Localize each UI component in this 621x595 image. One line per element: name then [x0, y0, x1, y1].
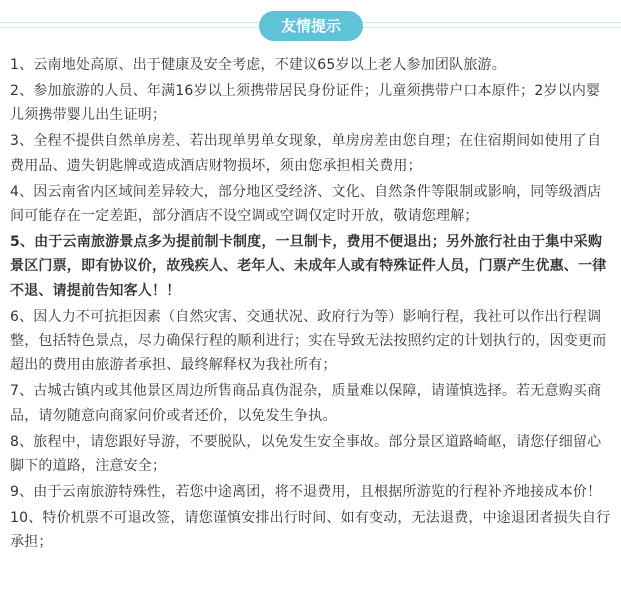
- notice-item-6: 6、因人力不可抗拒因素（自然灾害、交通状况、政府行为等）影响行程，我社可以作出行程调整，包括特色景点，尽力确保行程的顺利进行；实在导致无法按照约定的计划执行的，因变更而超出的费用由旅游者承担、最终解释权为我社所有；: [10, 308, 607, 374]
- notice-item-5: 5、由于云南旅游景点多为提前制卡制度，一旦制卡，费用不便退出；另外旅行社由于集中采购景区门票，即有协议价，故残疾人、老年人、未成年人或有特殊证件人员，门票产生优惠、一律不退、请提前告知客人！！: [10, 233, 607, 299]
- notice-item-9: 9、由于云南旅游特殊性，若您中途离团，将不退费用，且根据所游览的行程补齐地接成本价！: [10, 483, 602, 500]
- notice-header: [0, 0, 621, 52]
- notice-item-7: 7、古城古镇内或其他景区周边所售商品真伪混杂，质量难以保障，请谨慎选择。若无意购买商品，请勿随意向商家问价或者还价，以免发生争执。: [10, 383, 602, 424]
- notice-item-10: 10、特价机票不可退改签，请您谨慎安排出行时间、如有变动，无法退费，中途退团者损失自行承担；: [10, 509, 611, 551]
- notice-list: [10, 53, 613, 556]
- notice-item-3: 3、全程不提供自然单房差、若出现单男单女现象，单房房差由您自理；在住宿期间如使用了自费用品、遗失钥匙牌或造成酒店财物损坏，须由您承担相关费用；: [10, 133, 602, 174]
- sparkle-icon: ✦: [262, 11, 271, 22]
- notice-item-1: 1、云南地处高原、出于健康及安全考虑，不建议65岁以上老人参加团队旅游。: [10, 57, 506, 73]
- notice-item-4: 4、因云南省内区域间差异较大，部分地区受经济、文化、自然条件等限制或影响，同等级酒店间可能存在一定差距，部分酒店不设空调或空调仅定时开放，敬请您理解；: [10, 183, 602, 224]
- sparkle-icon: ✦: [351, 27, 360, 38]
- notice-item-2: 2、参加旅游的人员、年满16岁以上须携带居民身份证件；儿童须携带户口本原件；2岁以内婴儿须携带婴儿出生证明；: [10, 82, 601, 124]
- notice-title-badge: 友情提示: [259, 11, 363, 41]
- notice-item-8: 8、旅程中，请您跟好导游，不要脱队，以免发生安全事故。部分景区道路崎岖，请您仔细留心脚下的道路，注意安全；: [10, 433, 602, 474]
